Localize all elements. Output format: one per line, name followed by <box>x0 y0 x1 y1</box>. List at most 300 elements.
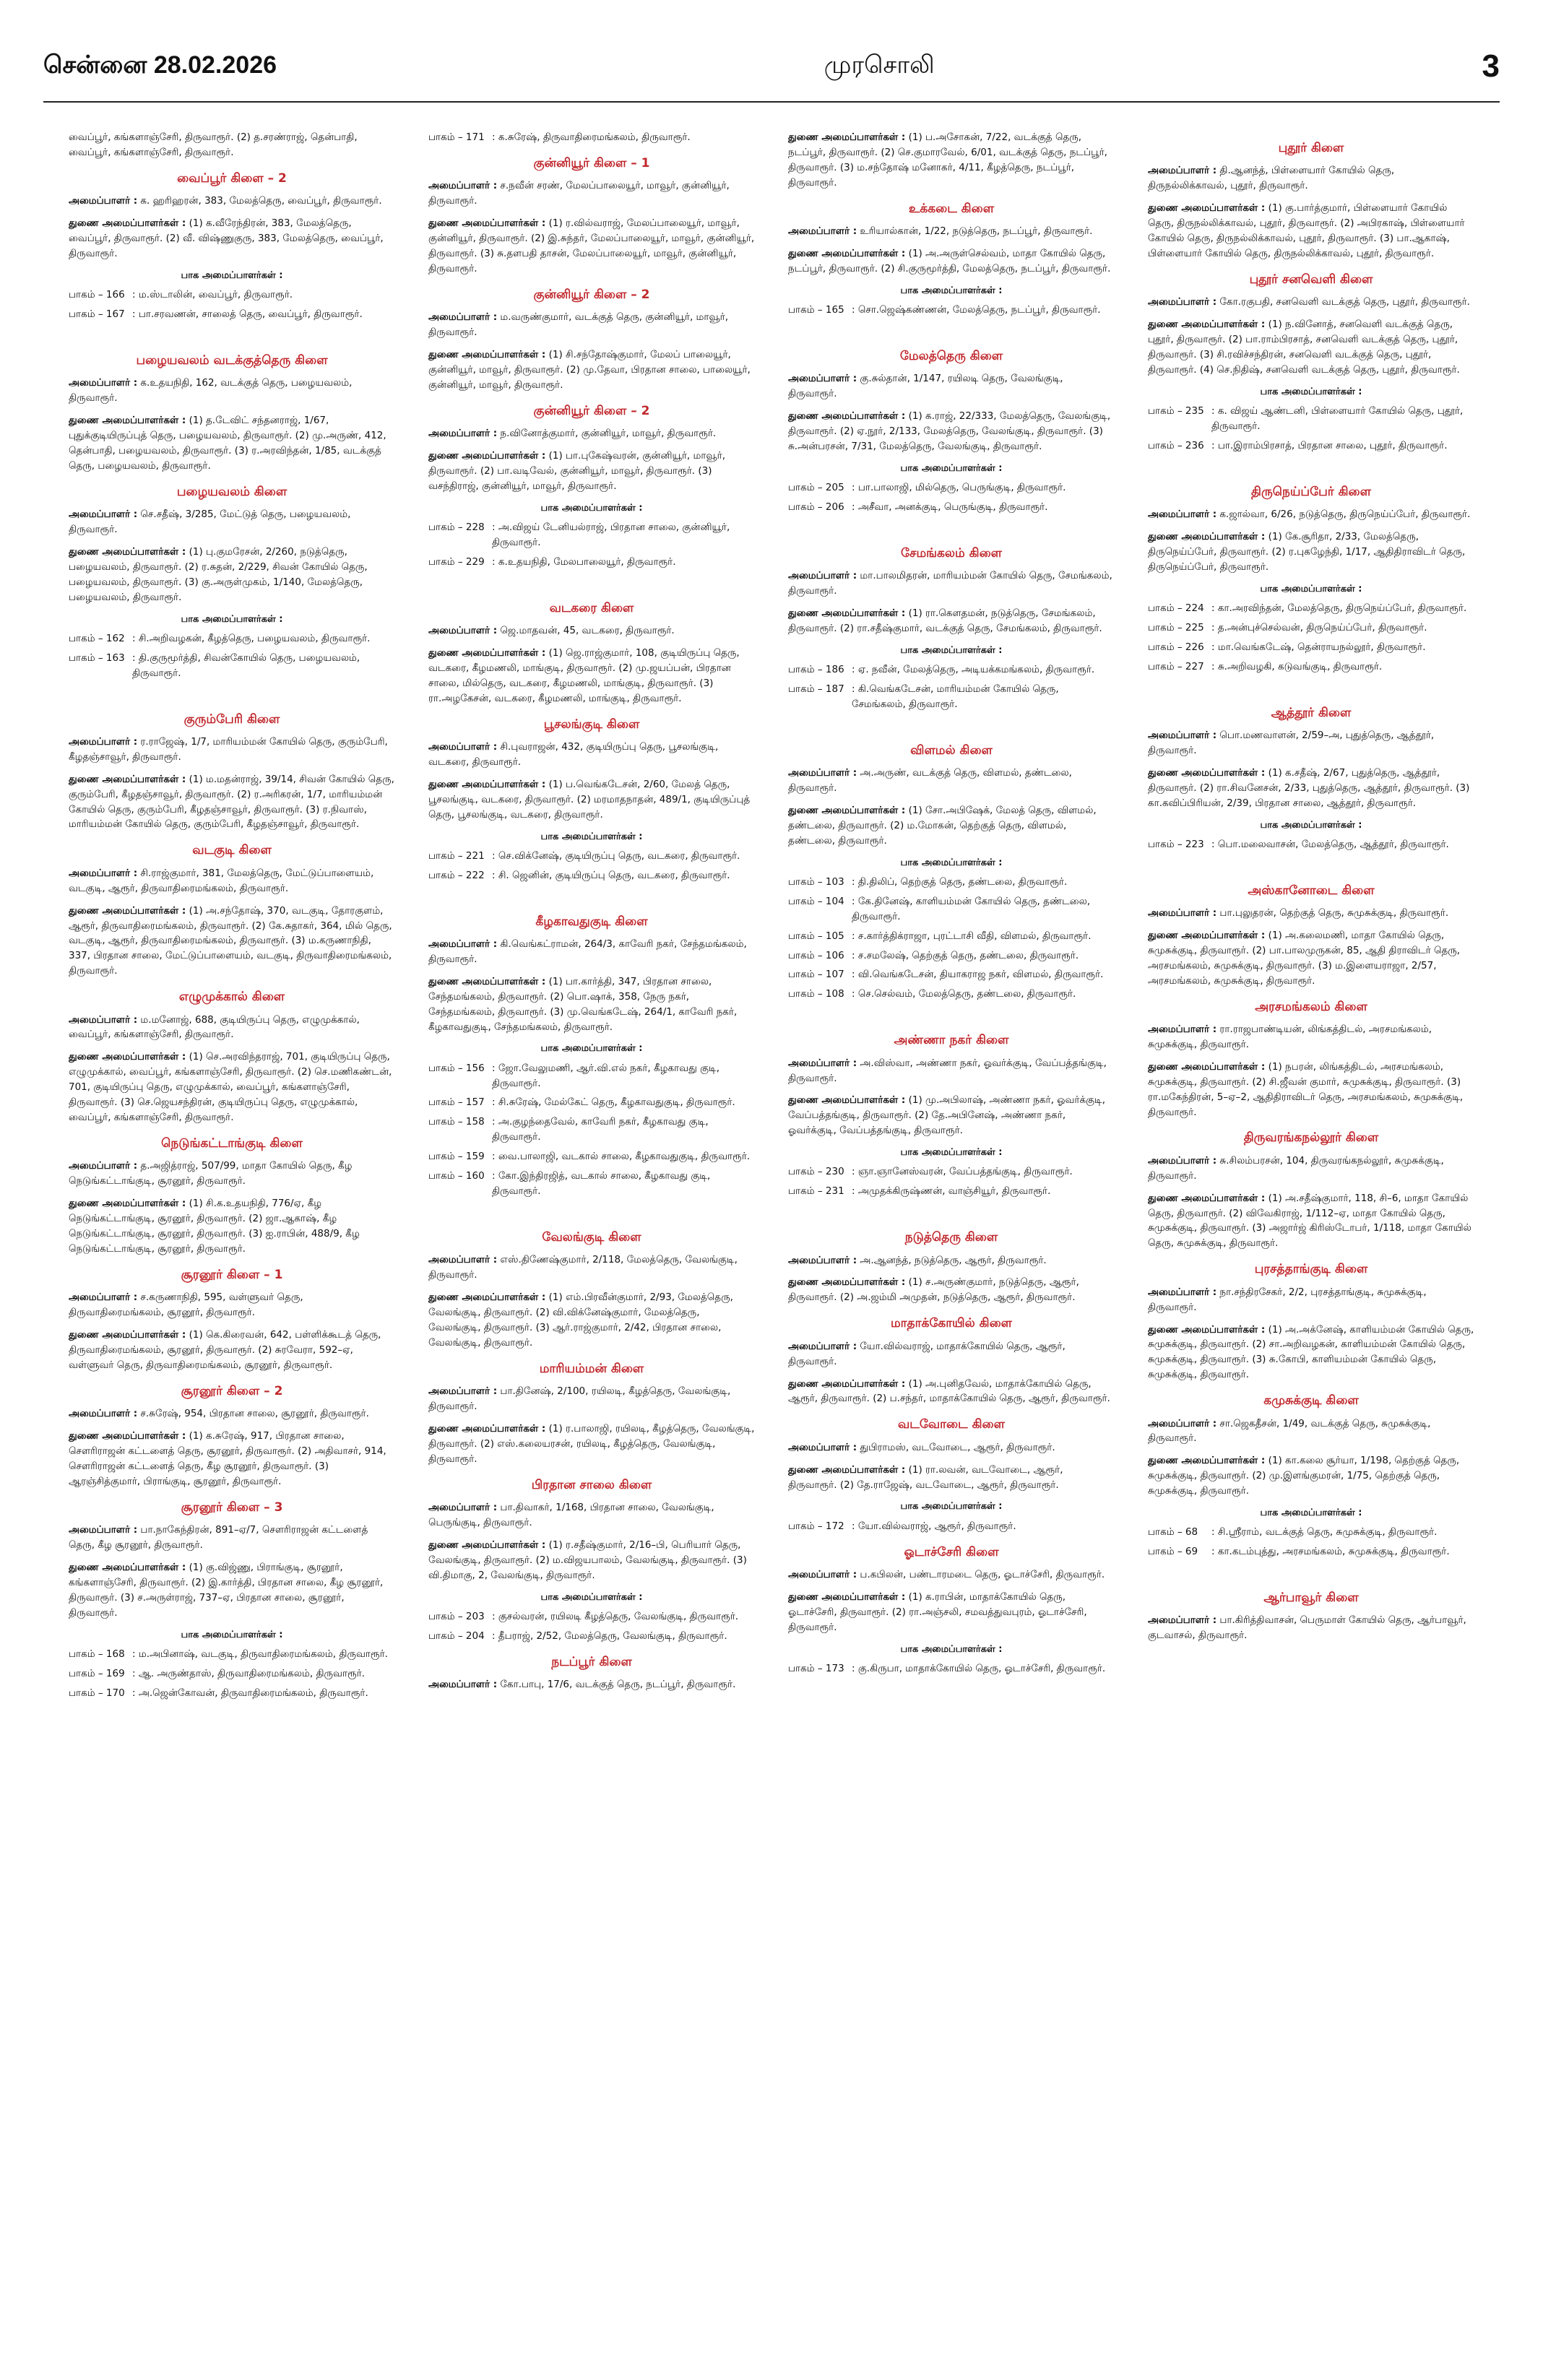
branch-heading: நடுத்தெரு கிளை <box>904 1230 998 1245</box>
part-row <box>69 631 395 646</box>
member-entry <box>788 766 1115 796</box>
role-label: அமைப்பாளர் : <box>428 938 498 950</box>
member-entry <box>1148 1285 1474 1315</box>
member-entry <box>788 1056 1115 1086</box>
member-entry <box>1148 163 1474 194</box>
part-number: பாகம் – 162 <box>69 632 125 644</box>
role-label: அமைப்பாளர் : <box>1148 509 1217 521</box>
part-organizer: : ஏ. நவீன், மேலத்தெரு, அடியக்கமங்கலம், திருவாரூர். <box>852 663 1095 675</box>
part-number: பாகம் – 172 <box>788 1520 844 1532</box>
part-row <box>69 307 395 322</box>
role-label: துணை அமைப்பாளர்கள் : <box>1148 1192 1266 1204</box>
role-label: துணை அமைப்பாளர்கள் : <box>428 217 546 230</box>
role-label: துணை அமைப்பாளர்கள் : <box>69 773 186 785</box>
member-details: (1) அ.அக்னேஷ், காளியம்மன் கோயில் தெரு, சுமுசுக்குடி, திருவாரூர். (2) சா.அறிவழகன், காளியம்மன் கோயில் தெரு, சுமுசுக்குடி, திருவாரூர். (3) சு.கோபி, காளியம்மன் கோயில் தெரு, சுமுசுக்குடி, திருவாரூர். <box>1148 1323 1474 1381</box>
spacer <box>428 888 755 904</box>
part-row <box>1148 601 1474 616</box>
part-number: பாகம் – 223 <box>1148 838 1204 850</box>
part-organizer: : ச.சமலேஷ், தெற்குத் தெரு, தண்டலை, திருவாரூர். <box>852 949 1079 961</box>
part-row <box>428 1149 755 1164</box>
member-entry <box>428 1677 755 1692</box>
member-entry <box>1148 906 1474 921</box>
spacer <box>428 574 755 590</box>
branch-heading: நெடுங்கட்டாங்குடி கிளை <box>161 1135 303 1151</box>
member-details: கோ.ரகுபதி, சனவெளி வடக்குத் தெரு, புதூர், திருவாரூர். <box>1216 296 1470 308</box>
role-label: துணை அமைப்பாளர்கள் : <box>1148 1060 1266 1073</box>
member-details: (1) அ.கலைமணி, மாதா கோயில் தெரு, சுமுசுக்குடி, திருவாரூர். (2) பா.பாலமுருகன், 85, ஆதி திராவிடர் தெரு, அரசமங்கலம், சுமுசுக்குடி, திருவாரூர். (3) ம.இளையராஜா, 2/57, அரசமங்கலம், சுமுசுக்குடி, திருவாரூர். <box>1148 929 1461 987</box>
role-label: அமைப்பாளர் : <box>788 225 857 238</box>
member-entry <box>788 1339 1115 1369</box>
part-organizer: : சி.ஸ்ரீராம், வடக்குத் தெரு, சுமுசுக்குடி, திருவாரூர். <box>1211 1526 1438 1539</box>
spacer <box>1148 679 1474 695</box>
part-row <box>69 1647 395 1662</box>
member-details: (1) செ.அரவிந்தராஜ், 701, குடியிருப்பு தெரு, எழுமுக்கால், வைப்பூர், கங்களாஞ்சேரி, திருவாரூர். (2) செ.மணிகண்டன், 701, குடியிருப்பு தெரு, எழுமுக்கால், வைப்பூர், கங்களாஞ்சேரி, திருவாரூர். (3) செ.ஜெயசந்திரன், குடியிருப்பு தெரு, எழுமுக்கால், வைப்பூர், கங்களாஞ்சேரி, திருவாரூர். <box>69 1051 392 1124</box>
branch-heading: சூரனூர் கிளை – 2 <box>181 1383 283 1398</box>
branch-heading: எழுமுக்கால் கிளை <box>178 990 285 1005</box>
part-number: பாகம் – 221 <box>428 849 485 862</box>
part-row <box>428 1629 755 1644</box>
branch-heading: புதூர் சனவெளி கிளை <box>1249 272 1373 287</box>
role-label: துணை அமைப்பாளர்கள் : <box>1148 319 1266 331</box>
member-details: அ.விஸ்வா, அண்ணா நகர், ஓவர்க்குடி, வேப்பத்தங்குடி, திருவாரூர். <box>788 1057 1107 1084</box>
role-label: அமைப்பாளர் : <box>1148 1614 1217 1627</box>
role-label: அமைப்பாளர் : <box>69 1291 138 1304</box>
part-number: பாகம் – 229 <box>428 555 485 568</box>
member-details: ச.கருணாநிதி, 595, வள்ளுவர் தெரு, திருவாதிரைமங்கலம், சூரனூர், திருவாரூர். <box>69 1291 303 1319</box>
member-details: ச.நவீன் சரண், மேலப்பாலையூர், மாவூர், குன்னியூர், திருவாரூர். <box>428 180 730 207</box>
part-row <box>69 1666 395 1682</box>
member-entry <box>69 866 395 896</box>
column-4 <box>1148 130 1474 2355</box>
branch-heading: குரும்பேரி கிளை <box>183 711 280 727</box>
part-organizer: : த.அன்புச்செல்வன், திருநெய்ப்பேர், திருவாரூர். <box>1211 621 1427 633</box>
member-details: வைப்பூர், கங்களாஞ்சேரி, திருவாரூர். (2) த.சரண்ராஜ், தென்பாதி, வைப்பூர், கங்களாஞ்சேரி, திருவாரூர். <box>69 131 358 158</box>
role-label: துணை அமைப்பாளர்கள் : <box>1148 1455 1266 1467</box>
member-details: (1) க.வீரேந்திரன், 383, மேலத்தெரு, வைப்பூர், திருவாரூர். (2) வீ. விஷ்ணுகுரு, 383, மேலத்தெரு, வைப்பூர், திருவாரூர். <box>69 217 384 259</box>
part-number: பாகம் – 203 <box>428 1610 485 1622</box>
member-details: (1) பா.கார்த்தி, 347, பிரதான சாலை, சேந்தமங்கலம், திருவாரூர். (2) பொ.ஷாக், 358, நேரு நகர், சேந்தமங்கலம், திருவாரூர். (3) மு.வெங்கடேஷ், 264/1, காவேரி நகர், கீழகாவதுகுடி, சேந்தமங்கலம், திருவாரூர். <box>428 975 738 1033</box>
part-organizer: : கே.தினேஷ், காளியம்மன் கோயில் தெரு, தண்டலை, திருவாரூர். <box>852 895 1091 922</box>
member-entry <box>788 1093 1115 1138</box>
part-organizer: : க.சுரேஷ், திருவாதிரைமங்கலம், திருவாரூர். <box>492 131 691 143</box>
branch-heading: கமுசுக்குடி கிளை <box>1263 1393 1359 1408</box>
role-label: துணை அமைப்பாளர்கள் : <box>69 415 186 427</box>
column-2 <box>428 130 755 2355</box>
member-details: உரியால்கான், 1/22, நடுத்தெரு, நடப்பூர், திருவாரூர். <box>857 225 1093 238</box>
branch-heading: உக்கடை கிளை <box>908 201 995 216</box>
spacer <box>1148 458 1474 474</box>
part-number: பாகம் – 105 <box>788 930 844 942</box>
member-details: பா.நாகேந்திரன், 891–ஏ/7, சௌரிராஜன் கட்டளைத் தெரு, கீழ சூரனூர், திருவாரூர். <box>69 1524 368 1552</box>
member-entry <box>1148 317 1474 378</box>
member-details: (1) ரா.கௌதமன், நடுத்தெரு, சேமங்கலம், திருவாரூர். (2) ரா.சதீஷ்குமார், வடக்குத் தெரு, சேமங்கலம், திருவாரூர். <box>788 607 1102 634</box>
part-organizer: : கோ.இந்திரஜித், வடகால் சாலை, கீழகாவது குடி, திருவாரூர். <box>492 1170 711 1198</box>
role-label: அமைப்பாளர் : <box>69 377 138 389</box>
role-label: அமைப்பாளர் : <box>428 625 498 637</box>
part-row <box>428 130 755 145</box>
branch-heading: சேமங்கலம் கிளை <box>901 545 1002 561</box>
part-row <box>788 967 1115 982</box>
branch-heading: அஸ்கானோடை கிளை <box>1248 883 1375 898</box>
role-label: துணை அமைப்பாளர்கள் : <box>428 975 546 987</box>
member-entry <box>428 347 755 393</box>
member-entry <box>428 1500 755 1531</box>
member-entry <box>428 449 755 494</box>
member-entry <box>428 1252 755 1283</box>
member-entry <box>69 1406 395 1421</box>
member-details: (1) கா.கலை சூர்யா, 1/198, தெற்குத் தெரு, சுமுசுக்குடி, திருவாரூர். (2) மு.இளங்குமரன், 1/75, தெற்குத் தெரு, சுமுசுக்குடி, திருவாரூர். <box>1148 1455 1460 1497</box>
role-label: துணை அமைப்பாளர்கள் : <box>788 131 906 143</box>
member-details: சி.புவராஜன், 432, குடியிருப்பு தெரு, பூசலங்குடி, வடகரை, திருவாரூர். <box>428 740 719 768</box>
masthead-rule <box>43 101 1500 103</box>
member-details: (1) ஜெ.ராஜ்குமார், 108, குடியிருப்பு தெரு, வடகரை, கீழமணலி, மாங்குடி, திருவாரூர். (2) மு.ஜயப்பன், பிரதான சாலை, மில்தெரு, வடகரை, கீழமணலி, மாங்குடி, திருவாரூர். (3) ரா.அழகேசன், வடகரை, கீழமணலி, மாங்குடி, திருவாரூர். <box>428 646 740 704</box>
role-label: துணை அமைப்பாளர்கள் : <box>788 247 906 259</box>
member-entry <box>428 216 755 277</box>
member-details: சு.சிலம்பரசன், 104, திருவரங்கநல்லூர், சுமுசுக்குடி, திருவாரூர். <box>1148 1154 1444 1182</box>
role-label: அமைப்பாளர் : <box>788 1254 857 1266</box>
role-label: அமைப்பாளர் : <box>69 867 138 879</box>
role-label: அமைப்பாளர் : <box>69 1408 138 1420</box>
role-label: துணை அமைப்பாளர்கள் : <box>788 1094 906 1107</box>
role-label: துணை அமைப்பாளர்கள் : <box>69 1051 186 1063</box>
branch-heading: பிரதான சாலை கிளை <box>531 1477 652 1492</box>
member-entry <box>428 426 755 441</box>
parts-subheading: பாக அமைப்பாளர்கள் : <box>1260 1507 1362 1519</box>
role-label: அமைப்பாளர் : <box>69 1160 138 1172</box>
branch-heading: திருநெய்ப்பேர் கிளை <box>1251 484 1371 499</box>
part-number: பாகம் – 158 <box>428 1116 485 1128</box>
member-entry <box>428 178 755 209</box>
member-details: சா.ஜெகதீசன், 1/49, வடக்குத் தெரு, சுமுசுக்குடி, திருவாரூர். <box>1148 1417 1431 1445</box>
newspaper-name: முரசொலி <box>824 51 935 79</box>
member-entry <box>428 1538 755 1583</box>
role-label: துணை அமைப்பாளர்கள் : <box>788 1377 906 1390</box>
part-row <box>69 1686 395 1701</box>
member-details: (1) ர.பாலாஜி, ரயிலடி, கீழத்தெரு, வேலங்குடி, திருவாரூர். (2) எஸ்.கலையரசன், ரயிலடி, கீழத்தெரு, வேலங்குடி, திருவாரூர். <box>428 1423 755 1465</box>
part-number: பாகம் – 170 <box>69 1687 125 1699</box>
member-entry <box>1148 728 1474 758</box>
role-label: துணை அமைப்பாளர்கள் : <box>428 646 546 659</box>
member-details: (1) க.சதீஷ், 2/67, புதுத்தெரு, ஆத்தூர், திருவாரூர். (2) ரா.சிவனேசன், 2/33, புதுத்தெரு, ஆத்தூர், திருவாரூர். (3) கா.கவிப்பிரியன், 2/39, பிரதான சாலை, ஆத்தூர், திருவாரூர். <box>1148 766 1470 809</box>
member-details: (1) க.ராஜ், 22/333, மேலத்தெரு, வேலங்குடி, திருவாரூர். (2) ஏ.நூர், 2/133, மேலத்தெரு, வேலங்குடி, திருவாரூர். (3) சு.அன்பரசன், 7/31, மேலத்தெரு, வேலங்குடி, திருவாரூர். <box>788 410 1111 452</box>
member-details: (1) அ.சந்தோஷ், 370, வடகுடி, தோரகுளம், ஆரூர், திருவாதிரைமங்கலம், திருவாரூர். (2) கே.சுதாகர், 364, மில் தெரு, வடகுடி, ஆரூர், திருவாதிரைமங்கலம், திருவாரூர். (3) ம.கருணாநிதி, 337, பிரதான சாலை, மேட்டுப்பாளையம், வடகுடி, திருவாதிரைமங்கலம், திருவாரூர். <box>69 904 392 977</box>
part-row <box>428 555 755 570</box>
role-label: அமைப்பாளர் : <box>1148 1023 1217 1035</box>
part-row <box>1148 404 1474 434</box>
role-label: துணை அமைப்பாளர்கள் : <box>1148 1323 1266 1336</box>
member-details: அ.ஆனந்த், நடுத்தெரு, ஆரூர், திருவாரூர். <box>857 1254 1047 1266</box>
role-label: துணை அமைப்பாளர்கள் : <box>1148 766 1266 779</box>
member-entry <box>788 803 1115 849</box>
role-label: அமைப்பாளர் : <box>1148 1417 1217 1429</box>
parts-subheading: பாக அமைப்பாளர்கள் : <box>181 269 283 281</box>
branch-heading: திருவரங்கநல்லூர் கிளை <box>1243 1130 1379 1146</box>
member-details: கோ.பாபு, 17/6, வடக்குத் தெரு, நடப்பூர், திருவாரூர். <box>497 1679 736 1691</box>
part-organizer: : அமுதக்கிருஷ்ணன், வாஞ்சியூர், திருவாரூர். <box>852 1185 1051 1198</box>
branch-heading: வடவோடை கிளை <box>898 1417 1005 1432</box>
member-details: ம.வருண்குமார், வடக்குத் தெரு, குன்னியூர், மாவூர், திருவாரூர். <box>428 311 729 339</box>
part-number: பாகம் – 165 <box>788 303 844 316</box>
parts-subheading: பாக அமைப்பாளர்கள் : <box>900 857 1003 868</box>
member-entry <box>1148 1416 1474 1447</box>
part-row <box>69 287 395 303</box>
role-label: அமைப்பாளர் : <box>788 373 857 385</box>
part-organizer: : தி.குருமூர்த்தி, சிவன்கோயில் தெரு, பழையவலம், திருவாரூர். <box>132 652 360 679</box>
role-label: அமைப்பாளர் : <box>788 570 857 582</box>
member-entry <box>788 130 1115 191</box>
part-organizer: : தீபராஜ், 2/52, மேலத்தெரு, வேலங்குடி, திருவாரூர். <box>492 1630 727 1642</box>
parts-subheading: பாக அமைப்பாளர்கள் : <box>900 285 1003 296</box>
member-details: க.உதயநிதி, 162, வடக்குத் தெரு, பழையவலம், திருவாரூர். <box>69 377 353 404</box>
branch-heading: பழையவலம் வடக்குத்தெரு கிளை <box>136 352 328 368</box>
member-details: ந.வினோத்குமார், குன்னியூர், மாவூர், திருவாரூர். <box>497 428 717 440</box>
member-details: அ.அருண், வடக்குத் தெரு, விளமல், தண்டலை, திருவாரூர். <box>788 767 1072 794</box>
member-entry <box>788 1275 1115 1305</box>
part-number: பாகம் – 103 <box>788 875 844 888</box>
branch-heading: ஆத்தூர் கிளை <box>1271 705 1352 720</box>
member-details: யோ.வில்வராஜ், மாதாக்கோயில் தெரு, ஆரூர், திருவாரூர். <box>788 1340 1066 1367</box>
member-details: (1) த.டேவிட் சந்தனராஜ், 1/67, புதுக்குடியிருப்புத் தெரு, பழையவலம், திருவாரூர். (2) மு.அருண், 412, தென்பாதி, பழையவலம், திருவாரூர். (3) ர.அரவிந்தன், 1/85, வடக்குத் தெரு, பழையவலம், திருவாரூர். <box>69 415 386 472</box>
member-details: (1) அ.அருள்செல்வம், மாதா கோயில் தெரு, நடப்பூர், திருவாரூர். (2) சி.குருமூர்த்தி, மேலத்தெரு, நடப்பூர், திருவாரூர். <box>788 247 1111 274</box>
role-label: துணை அமைப்பாளர்கள் : <box>69 1198 186 1210</box>
part-number: பாகம் – 156 <box>428 1062 485 1074</box>
part-number: பாகம் – 108 <box>788 988 844 1000</box>
part-organizer: : ம.ஸ்டாலின், வைப்பூர், திருவாரூர். <box>132 289 293 301</box>
spacer <box>69 685 395 701</box>
part-organizer: : கா.கடம்புத்து, அரசமங்கலம், சுமுசுக்குடி, திருவாரூர். <box>1211 1546 1450 1558</box>
branch-heading: விளமல் கிளை <box>910 743 993 758</box>
branch-heading: புரசத்தாங்குடி கிளை <box>1254 1262 1368 1277</box>
role-label: துணை அமைப்பாளர்கள் : <box>428 348 546 360</box>
part-number: பாகம் – 231 <box>788 1185 844 1198</box>
member-entry <box>1148 201 1474 261</box>
member-entry <box>69 1290 395 1320</box>
part-organizer: : க.உதயநிதி, மேலபாலையூர், திருவாரூர். <box>492 555 676 568</box>
part-number: பாகம் – 173 <box>788 1662 844 1674</box>
role-label: துணை அமைப்பாளர்கள் : <box>788 1463 906 1476</box>
member-details: தி.ஆனந்த், பிள்ளையார் கோயில் தெரு, திருநல்லிக்காவல், புதூர், திருவாரூர். <box>1148 165 1395 192</box>
spacer <box>788 1203 1115 1219</box>
branch-heading: மாதாக்கோயில் கிளை <box>890 1316 1013 1331</box>
branch-heading: கீழகாவதுகுடி கிளை <box>535 914 648 929</box>
role-label: அமைப்பாளர் : <box>428 180 498 192</box>
spacer <box>1148 857 1474 873</box>
member-details: (1) ச.அருண்குமார், நடுத்தெரு, ஆரூர், திருவாரூர். (2) அ.ஜம்மி அமுதன், நடுத்தெரு, ஆரூர், திருவாரூர். <box>788 1276 1079 1304</box>
part-row <box>788 682 1115 712</box>
part-number: பாகம் – 160 <box>428 1170 485 1182</box>
member-entry <box>788 1590 1115 1635</box>
role-label: துணை அமைப்பாளர்கள் : <box>69 1561 186 1573</box>
member-details: ஜெ.மாதவன், 45, வடகரை, திருவாரூர். <box>497 625 675 637</box>
member-details: த.அஜித்ராஜ், 507/99, மாதா கோயில் தெரு, கீழ நெடுங்கட்டாங்குடி, சூரனூர், திருவாரூர். <box>69 1160 353 1187</box>
role-label: அமைப்பாளர் : <box>788 1057 857 1069</box>
part-row <box>428 1061 755 1091</box>
part-row <box>1148 837 1474 852</box>
member-details: (1) ர.சதீஷ்குமார், 2/16–பி, பெரியார் தெரு, வேலங்குடி, திருவாரூர். (2) ம.விஜயபாலம், வேலங்குடி, திருவாரூர். (3) வி.திமாகு, 2, வேலங்குடி, திருவாரூர். <box>428 1539 747 1581</box>
role-label: அமைப்பாளர் : <box>1148 296 1217 308</box>
member-details: (1) ப.அசோகன், 7/22, வடக்குத் தெரு, நடப்பூர், திருவாரூர். (2) செ.குமாரவேல், 6/01, வடக்குத் தெரு, நடப்பூர், திருவாரூர். (3) ம.சந்தோஷ் மனோகர், 4/11, கீழத்தெரு, நடப்பூர், திருவாரூர். <box>788 131 1107 189</box>
member-details: கு.சுல்தான், 1/147, ரயிலடி தெரு, வேலங்குடி, திருவாரூர். <box>788 373 1063 400</box>
branch-heading: வடகுடி கிளை <box>192 843 272 858</box>
member-entry <box>428 1290 755 1351</box>
part-number: பாகம் – 236 <box>1148 439 1204 451</box>
role-label: அமைப்பாளர் : <box>788 1568 857 1580</box>
role-label: அமைப்பாளர் : <box>428 740 498 753</box>
spacer <box>428 1203 755 1219</box>
member-details: ரா.ராஜபாண்டியன், லிங்கத்திடல், அரசமங்கலம், சுமுசுக்குடி, திருவாரூர். <box>1148 1023 1432 1050</box>
part-organizer: : சி.சுரேஷ், மேல்கேட் தெரு, கீழகாவதுகுடி, திருவாரூர். <box>492 1096 735 1109</box>
role-label: அமைப்பாளர் : <box>1148 906 1217 919</box>
part-organizer: : கி.வெங்கடேசன், மாரியம்மன் கோயில் தெரு, சேமங்கலம், திருவாரூர். <box>852 683 1059 710</box>
part-organizer: : கு.கிருபா, மாதாக்கோயில் தெரு, ஓடாச்சேரி, திருவாரூர். <box>852 1662 1106 1674</box>
part-number: பாகம் – 167 <box>69 308 125 320</box>
role-label: அமைப்பாளர் : <box>69 509 138 521</box>
branch-heading: நடப்பூர் கிளை <box>551 1654 632 1669</box>
part-number: பாகம் – 159 <box>428 1151 485 1163</box>
member-details: (1) அ.சதீஷ்குமார், 118, சி–6, மாதா கோயில் தெரு, திருவாரூர். (2) விவேகிராஜ், 1/112–ஏ, மாதா கோயில் தெரு, சுமுசுக்குடி, திருவாரூர். (3) அஜார்ஜ் கிரிஸ்டோபர், 1/118, மாதா கோயில் தெரு, சுமுசுக்குடி, திருவாரூர். <box>1148 1192 1471 1250</box>
part-number: பாகம் – 204 <box>428 1630 485 1642</box>
member-details: துபிராமஸ், வடவோடை, ஆரூர், திருவாரூர். <box>857 1441 1055 1453</box>
role-label: துணை அமைப்பாளர்கள் : <box>69 1430 186 1442</box>
member-entry <box>69 216 395 261</box>
role-label: அமைப்பாளர் : <box>788 767 857 779</box>
part-organizer: : பொ.மலைவாசன், மேலத்தெரு, ஆத்தூர், திருவாரூர். <box>1211 838 1449 850</box>
part-number: பாகம் – 169 <box>69 1667 125 1679</box>
branch-heading: மாரியம்மன் கிளை <box>539 1361 644 1376</box>
member-entry <box>1148 507 1474 522</box>
member-details: ச.சுரேஷ், 954, பிரதான சாலை, சூரனூர், திருவாரூர். <box>137 1408 369 1420</box>
member-details: சி.ராஜ்குமார், 381, மேலத்தெரு, மேட்டுப்பாளையம், வடகுடி, ஆரூர், திருவாதிரைமங்கலம், திருவாரூர். <box>69 867 374 894</box>
part-organizer: : சி.அறிவழகன், கீழத்தெரு, பழையவலம், திருவாரூர். <box>132 632 371 644</box>
part-row <box>1148 438 1474 454</box>
member-entry <box>69 1523 395 1553</box>
parts-subheading: பாக அமைப்பாளர்கள் : <box>1260 583 1362 594</box>
part-row <box>428 1115 755 1145</box>
part-organizer: : குசல்வரன், ரயிலடி கீழத்தெரு, வேலங்குடி, திருவாரூர். <box>492 1610 739 1622</box>
spacer <box>69 326 395 342</box>
part-number: பாகம் – 226 <box>1148 641 1204 653</box>
part-number: பாகம் – 205 <box>788 481 844 493</box>
part-organizer: : ஜோ.வேலுமணி, ஆர்.வி.எல் நகர், கீழகாவது குடி, திருவாரூர். <box>492 1062 720 1089</box>
part-organizer: : ம.அபினாஷ், வடகுடி, திருவாதிரைமங்கலம், திருவாரூர். <box>132 1648 388 1660</box>
member-details: பா.தினேஷ், 2/100, ரயிலடி, கீழத்தெரு, வேலங்குடி, திருவாரூர். <box>428 1385 731 1413</box>
branch-heading: வேலங்குடி கிளை <box>542 1229 641 1245</box>
member-details: (1) கெ.கிரைவன், 642, பள்ளிக்கூடத் தெரு, திருவாதிரைமங்கலம், சூரனூர், திருவாரூர். (2) சுரவேரா, 592–ஏ, வள்ளுவர் தெரு, திருவாதிரைமங்கலம், சூரனூர், திருவாரூர். <box>69 1329 381 1371</box>
part-row <box>788 500 1115 515</box>
part-number: பாகம் – 187 <box>788 683 844 695</box>
member-entry <box>69 1196 395 1257</box>
part-organizer: : அசீவா, அனக்குடி, பெருங்குடி, திருவாரூர். <box>852 501 1048 513</box>
member-entry <box>69 545 395 605</box>
branch-heading: அரசமங்கலம் கிளை <box>1255 999 1367 1014</box>
masthead <box>43 38 1500 95</box>
part-row <box>428 520 755 550</box>
role-label: துணை அமைப்பாளர்கள் : <box>428 1539 546 1551</box>
member-entry <box>69 1429 395 1489</box>
role-label: துணை அமைப்பாளர்கள் : <box>428 1423 546 1435</box>
member-details: (1) சி.சந்தோஷ்குமார், மேலப் பாலையூர், குன்னியூர், மாவூர், திருவாரூர். (2) மு.தேவா, பிரதான சாலை, பாலையூர், குன்னியூர், மாவூர், திருவாரூர். <box>428 348 751 391</box>
part-organizer: : பா.பாலாஜி, மில்தெரு, பெருங்குடி, திருவாரூர். <box>852 481 1066 493</box>
part-number: பாகம் – 166 <box>69 289 125 301</box>
member-details: (1) ர.வில்வராஜ், மேலப்பாலையூர், மாவூர், குன்னியூர், திருவாரூர். (2) இ.சுந்தர், மேலப்பாலையூர், மாவூர், குன்னியூர், திருவாரூர். (3) சு.தளபதி தாசன், மேலப்பாலையூர், மாவூர், குன்னியூர், திருவாரூர். <box>428 217 755 274</box>
part-number: பாகம் – 228 <box>428 521 485 533</box>
part-organizer: : ஆ. அருண்தாஸ், திருவாதிரைமங்கலம், திருவாரூர். <box>132 1667 365 1679</box>
part-organizer: : பா.சரவணன், சாலைத் தெரு, வைப்பூர், திருவாரூர். <box>132 308 363 320</box>
member-entry <box>788 371 1115 402</box>
member-details: (1) மு.அபிலாஷ், அண்ணா நகர், ஓவர்க்குடி, வேப்பத்தங்குடி, திருவாரூர். (2) தே.அபினேஷ், அண்ணா நகர், ஓவர்க்குடி, வேப்பத்தங்குடி, திருவாரூர். <box>788 1094 1106 1137</box>
part-organizer: : ஞா.ஞானேஸ்வரன், வேப்பத்தங்குடி, திருவாரூர். <box>852 1166 1073 1178</box>
member-details: (1) க.சுரேஷ், 917, பிரதான சாலை, சௌரிராஜன் கட்டளைத் தெரு, சூரனூர், திருவாரூர். (2) அதிவாசர், 914, சௌரிராஜன் கட்டளைத் தெரு, கீழ சூரனூர், திருவாரூர். (3) ஆரஞ்சித்குமார், பிராங்குடி, சூரனூர், திருவாரூர். <box>69 1430 386 1487</box>
part-row <box>788 894 1115 925</box>
branch-heading: வடகரை கிளை <box>549 600 634 615</box>
part-number: பாகம் – 157 <box>428 1096 485 1109</box>
part-row <box>788 1519 1115 1534</box>
member-entry <box>428 1421 755 1467</box>
part-row <box>788 987 1115 1002</box>
role-label: அமைப்பாளர் : <box>1148 165 1217 177</box>
part-row <box>428 1095 755 1110</box>
parts-subheading: பாக அமைப்பாளர்கள் : <box>540 1591 643 1603</box>
role-label: துணை அமைப்பாளர்கள் : <box>788 1276 906 1289</box>
part-row <box>428 849 755 864</box>
parts-subheading: பாக அமைப்பாளர்கள் : <box>900 644 1003 656</box>
member-entry <box>69 1560 395 1621</box>
part-number: பாகம் – 107 <box>788 969 844 981</box>
member-details: பா.புலுதரன், தெற்குத் தெரு, சுமுசுக்குடி, திருவாரூர். <box>1216 906 1449 919</box>
spacer <box>788 519 1115 535</box>
role-label: துணை அமைப்பாளர்கள் : <box>788 410 906 423</box>
member-details: கி.வெங்கட்ராமன், 264/3, காவேரி நகர், சேந்தமங்கலம், திருவாரூர். <box>428 938 747 965</box>
member-details: (1) நபரன், லிங்கத்திடல், அரசமங்கலம், சுமுசுக்குடி, திருவாரூர். (2) சி.ஜீவன் குமார், சுமுசுக்குடி, திருவாரூர். (3) ரா.மகேந்திரன், 5–ஏ–2, ஆதிதிராவிடர் தெரு, அரசமங்கலம், சுமுசுக்குடி, திருவாரூர். <box>1148 1060 1464 1118</box>
part-number: பாகம் – 225 <box>1148 621 1204 633</box>
member-details: (1) க.ராபின், மாதாக்கோயில் தெரு, ஓடாச்சேரி, திருவாரூர். (2) ரா.அஞ்சலி, சமவத்துவபுரம், ஓடாச்சேரி, திருவாரூர். <box>788 1591 1087 1633</box>
column-3 <box>788 130 1115 2355</box>
member-entry <box>69 413 395 474</box>
parts-subheading: பாக அமைப்பாளர்கள் : <box>1260 386 1362 397</box>
member-entry <box>1148 766 1474 811</box>
branch-heading: சூரனூர் கிளை – 1 <box>181 1267 283 1282</box>
part-organizer: : வை.பாலாஜி, வடகால் சாலை, கீழகாவதுகுடி, திருவாரூர். <box>492 1151 751 1163</box>
member-entry <box>1148 1323 1474 1383</box>
part-organizer: : சொ.ஜெஷ்கண்ணன், மேலத்தெரு, நடப்பூர், திருவாரூர். <box>852 303 1101 316</box>
part-row <box>428 1169 755 1199</box>
member-entry <box>428 740 755 770</box>
role-label: அமைப்பாளர் : <box>428 428 498 440</box>
member-entry <box>788 1440 1115 1455</box>
member-details: (1) ந.வினோத், சனவெளி வடக்குத் தெரு, புதூர், திருவாரூர். (2) பா.ராம்பிரசாத், சனவெளி வடக்குத் தெரு, புதூர், திருவாரூர். (3) சி.ரவிச்சந்திரன், சனவெளி வடக்குத் தெரு, புதூர், திருவாரூர். (4) செ.நிதிஷ், சனவெளி வடக்குத் தெரு, புதூர், திருவாரூர். <box>1148 319 1460 376</box>
member-entry <box>428 937 755 967</box>
spacer <box>788 1006 1115 1022</box>
member-details: (1) ப.வெங்கடேசன், 2/60, மேலத் தெரு, பூசலங்குடி, வடகரை, திருவாரூர். (2) மரமாதநாதன், 489/1, குடியிருப்புத் தெரு, பூசலங்குடி, வடகரை, திருவாரூர். <box>428 778 751 821</box>
member-details: பொ.மணவாளன், 2/59–அ, புதுத்தெரு, ஆத்தூர், திருவாரூர். <box>1148 729 1435 756</box>
role-label: துணை அமைப்பாளர்கள் : <box>788 1591 906 1603</box>
member-entry <box>788 568 1115 599</box>
branch-heading: ஓடாச்சேரி கிளை <box>904 1544 999 1559</box>
member-entry <box>1148 1154 1474 1184</box>
role-label: அமைப்பாளர் : <box>69 1524 138 1536</box>
part-organizer: : சு.அறிவழகி, கடுவங்குடி, திருவாரூர். <box>1211 660 1383 672</box>
part-row <box>788 1164 1115 1180</box>
branch-heading: குன்னியூர் கிளை – 2 <box>533 403 650 418</box>
part-number: பாகம் – 106 <box>788 949 844 961</box>
columns <box>69 130 1474 2355</box>
member-entry <box>69 194 395 209</box>
role-label: துணை அமைப்பாளர்கள் : <box>428 1291 546 1304</box>
parts-subheading: பாக அமைப்பாளர்கள் : <box>900 1501 1003 1513</box>
member-entry <box>69 1159 395 1189</box>
member-entry <box>1148 529 1474 575</box>
role-label: துணை அமைப்பாளர்கள் : <box>1148 929 1266 941</box>
